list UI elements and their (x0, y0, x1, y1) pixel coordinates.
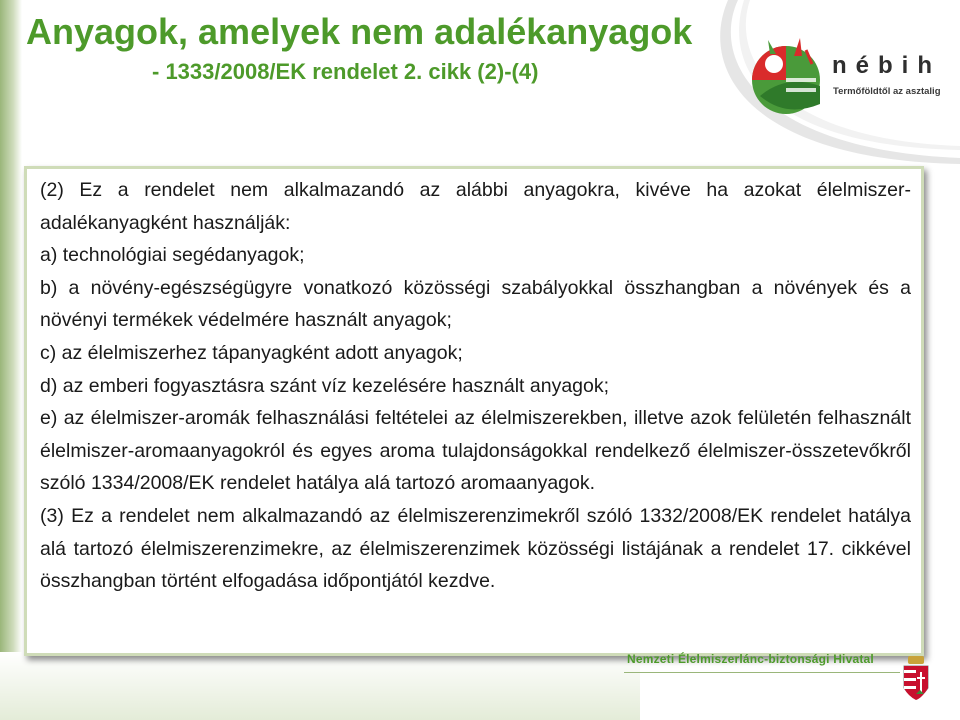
hungarian-coat-of-arms-icon (900, 654, 932, 708)
slide-title: Anyagok, amelyek nem adalékanyagok (26, 11, 693, 52)
footer-agency-name: Nemzeti Élelmiszerlánc-biztonsági Hivatal (627, 652, 874, 666)
paragraph-3: (3) Ez a rendelet nem alkalmazandó az élelmiszerenzimekről szóló 1332/2008/EK rendelet hatálya alá tartozó élelmiszerenzimekre, az élelmiszerenzimek közösségi listájának a rendelet 17. cikkével összhangban történt elfogadása időpontjától kezdve. (40, 504, 911, 593)
item-b: b) a növény-egészségügyre vonatkozó közösségi szabályokkal összhangban a növények és a növényi termékek védelmére használt anyagok; (40, 276, 911, 332)
slide-subtitle: - 1333/2008/EK rendelet 2. cikk (2)-(4) (152, 59, 539, 84)
footer-divider (624, 672, 900, 673)
logo-tagline: Termőföldtől az asztalig (833, 86, 941, 97)
item-e: e) az élelmiszer-aromák felhasználási feltételei az élelmiszerekben, illetve azok felületén felhasznált élelmiszer-aromaanyagokról és egyes aroma tulajdonságokkal rendelkező élelmiszer-összetevőkről szóló 1334/2008/EK rendelet hatálya alá tartozó aromaanyagok. (40, 407, 911, 495)
nebih-logo-icon (746, 34, 826, 118)
left-decor-band (0, 0, 22, 720)
bottom-decor-band (0, 652, 640, 720)
item-a: a) technológiai segédanyagok; (40, 244, 305, 267)
paragraph-2: (2) Ez a rendelet nem alkalmazandó az alábbi anyagokra, kivéve ha azokat élelmiszer-adalékanyagként használják: (40, 179, 911, 234)
item-d: d) az emberi fogyasztásra szánt víz kezelésére használt anyagok; (40, 374, 610, 397)
item-c: c) az élelmiszerhez tápanyagként adott anyagok; (40, 341, 463, 364)
content-box (24, 166, 924, 656)
logo-name: nébih (832, 52, 941, 79)
